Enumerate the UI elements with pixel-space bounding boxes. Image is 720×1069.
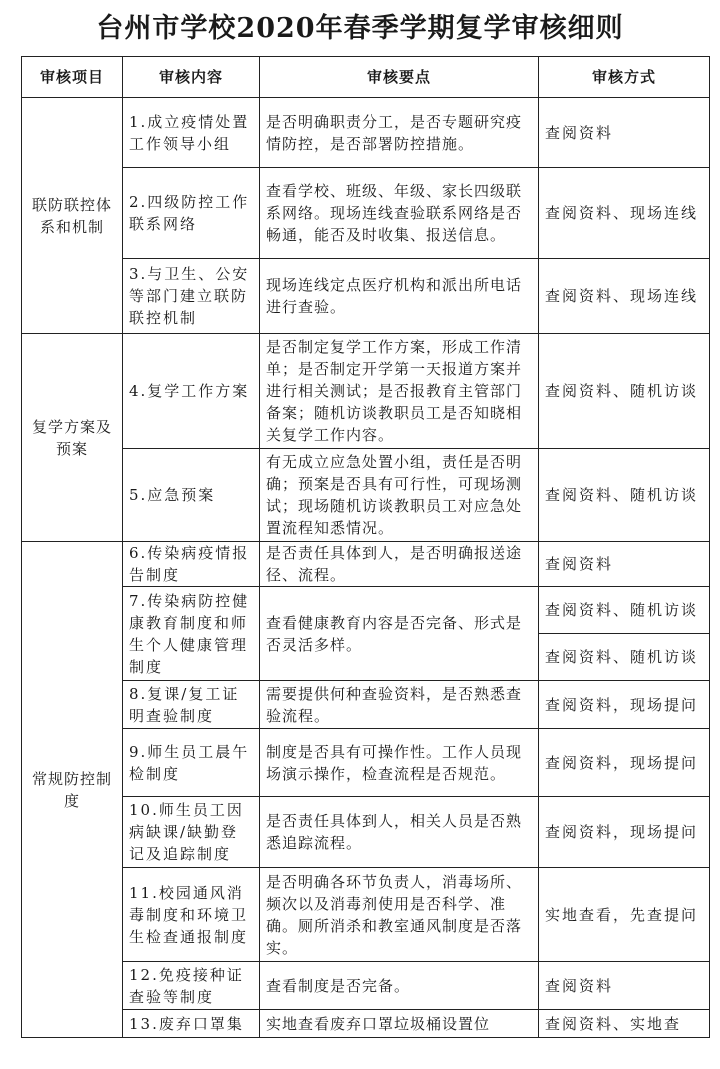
points-cell: 制度是否具有可操作性。工作人员现场演示操作，检查流程是否规范。 — [260, 729, 539, 797]
table-row — [22, 98, 710, 168]
points-cell: 现场连线定点医疗机构和派出所电话进行查验。 — [260, 259, 539, 334]
method-cell: 查阅资料、随机访谈 — [539, 334, 710, 449]
table-row — [22, 168, 710, 259]
table-row — [22, 1010, 710, 1038]
page-title: 台州市学校2020年春季学期复学审核细则 — [96, 12, 624, 44]
method-cell: 查阅资料、现场连线 — [539, 168, 710, 259]
content-cell: 4.复学工作方案 — [123, 334, 260, 449]
points-cell: 查看制度是否完备。 — [260, 962, 539, 1010]
method-cell: 查阅资料，现场提问 — [539, 681, 710, 729]
table-row — [22, 729, 710, 797]
content-cell: 6.传染病疫情报告制度 — [123, 542, 260, 587]
table-row — [22, 587, 710, 634]
method-cell: 查阅资料、随机访谈 — [539, 587, 710, 634]
points-cell: 是否责任具体到人，相关人员是否熟悉追踪流程。 — [260, 797, 539, 868]
points-cell: 有无成立应急处置小组，责任是否明确；预案是否具有可行性，可现场测试；现场随机访谈教职员工对应急处置流程知悉情况。 — [260, 449, 539, 542]
content-cell: 8.复课/复工证明查验制度 — [123, 681, 260, 729]
method-cell: 查阅资料，现场提问 — [539, 729, 710, 797]
category-cell: 联防联控体系和机制 — [22, 98, 123, 334]
content-cell: 3.与卫生、公安等部门建立联防联控机制 — [123, 259, 260, 334]
content-cell: 9.师生员工晨午检制度 — [123, 729, 260, 797]
method-cell: 实地查看，先查提问 — [539, 868, 710, 962]
header-points: 审核要点 — [260, 57, 539, 98]
content-cell: 7.传染病防控健康教育制度和师生个人健康管理制度 — [123, 587, 260, 681]
header-item: 审核项目 — [22, 57, 123, 98]
points-cell: 查看健康教育内容是否完备、形式是否灵活多样。 — [260, 587, 539, 681]
content-cell: 5.应急预案 — [123, 449, 260, 542]
content-cell: 1.成立疫情处置工作领导小组 — [123, 98, 260, 168]
header-method: 审核方式 — [539, 57, 710, 98]
method-cell: 查阅资料、现场连线 — [539, 259, 710, 334]
table-row — [22, 797, 710, 868]
table-row — [22, 259, 710, 334]
content-cell: 12.免疫接种证查验等制度 — [123, 962, 260, 1010]
points-cell: 需要提供何种查验资料，是否熟悉查验流程。 — [260, 681, 539, 729]
method-cell: 查阅资料 — [539, 98, 710, 168]
table-row — [22, 962, 710, 1010]
method-cell: 查阅资料 — [539, 962, 710, 1010]
points-cell: 是否责任具体到人，是否明确报送途径、流程。 — [260, 542, 539, 587]
category-cell: 常规防控制度 — [22, 542, 123, 1038]
table-row — [22, 449, 710, 542]
points-cell: 是否明确各环节负责人，消毒场所、频次以及消毒剂使用是否科学、准确。厕所消杀和教室通风制度是否落实。 — [260, 868, 539, 962]
review-table — [21, 56, 710, 1038]
method-cell: 查阅资料、实地查 — [539, 1010, 710, 1038]
content-cell: 11.校园通风消毒制度和环境卫生检查通报制度 — [123, 868, 260, 962]
points-cell: 是否明确职责分工，是否专题研究疫情防控，是否部署防控措施。 — [260, 98, 539, 168]
category-cell: 复学方案及预案 — [22, 334, 123, 542]
table-row — [22, 868, 710, 962]
method-cell: 查阅资料 — [539, 542, 710, 587]
table-header-row — [22, 57, 710, 98]
table-row — [22, 542, 710, 587]
table-row — [22, 681, 710, 729]
content-cell: 13.废弃口罩集 — [123, 1010, 260, 1038]
method-cell: 查阅资料、随机访谈 — [539, 634, 710, 681]
content-cell: 2.四级防控工作联系网络 — [123, 168, 260, 259]
points-cell: 查看学校、班级、年级、家长四级联系网络。现场连线查验联系网络是否畅通，能否及时收集、报送信息。 — [260, 168, 539, 259]
points-cell: 是否制定复学工作方案，形成工作清单；是否制定开学第一天报道方案并进行相关测试；是否报教育主管部门备案；随机访谈教职员工是否知晓相关复学工作内容。 — [260, 334, 539, 449]
method-cell: 查阅资料，现场提问 — [539, 797, 710, 868]
points-cell: 实地查看废弃口罩垃圾桶设置位 — [260, 1010, 539, 1038]
method-cell: 查阅资料、随机访谈 — [539, 449, 710, 542]
table-row — [22, 334, 710, 449]
header-content: 审核内容 — [123, 57, 260, 98]
content-cell: 10.师生员工因病缺课/缺勤登记及追踪制度 — [123, 797, 260, 868]
